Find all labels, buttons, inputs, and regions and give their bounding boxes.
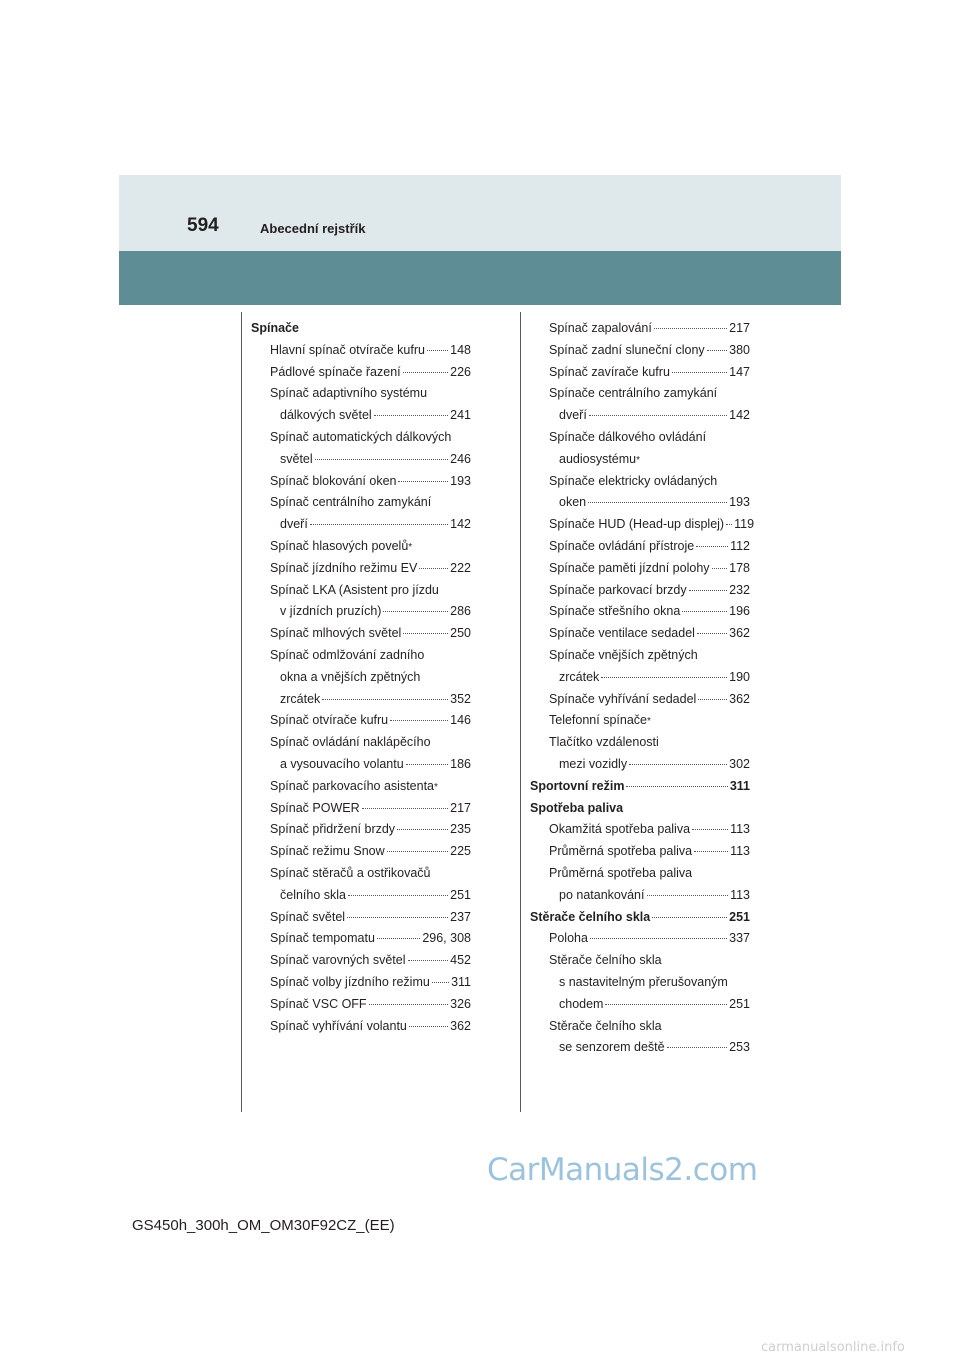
- page-reference: 251: [729, 996, 750, 1011]
- leader-dots: [590, 938, 727, 939]
- entry-term: a vysouvacího volantu: [280, 756, 404, 771]
- leader-dots: [408, 960, 449, 961]
- entry-term: Spínače ovládání přístroje: [549, 538, 695, 553]
- index-entry: [530, 994, 750, 1016]
- column-divider-center: [520, 312, 521, 1112]
- page-reference: 311: [729, 778, 750, 793]
- index-entry: [530, 950, 750, 972]
- entry-term: čelního skla: [280, 887, 347, 902]
- page-reference: 362: [450, 1018, 471, 1033]
- entry-term: audiosystému: [559, 451, 637, 466]
- entry-term: Poloha: [549, 931, 588, 946]
- leader-dots: [409, 1026, 448, 1027]
- entry-term: dveří: [559, 408, 587, 423]
- index-entry: [530, 580, 750, 602]
- entry-term: Stěrače čelního skla: [530, 909, 651, 924]
- watermark-text: CarManuals2.com: [487, 1152, 758, 1188]
- page-reference: 196: [729, 604, 750, 619]
- index-entry: [251, 863, 471, 885]
- page-reference: 226: [450, 364, 471, 379]
- page-reference: 380: [729, 342, 750, 357]
- page-reference: 142: [729, 408, 750, 423]
- entry-term: Spínač mlhových světel: [270, 626, 402, 641]
- entry-term: Spínače vnějších zpětných: [549, 647, 698, 662]
- leader-dots: [362, 808, 449, 809]
- leader-dots: [322, 699, 448, 700]
- entry-term: Stěrače čelního skla: [549, 953, 662, 968]
- index-entry: [530, 907, 750, 929]
- document-code: GS450h_300h_OM_OM30F92CZ_(EE): [132, 1217, 395, 1234]
- entry-term: Průměrná spotřeba paliva: [549, 865, 693, 880]
- index-entry: [251, 667, 471, 689]
- entry-term: Stěrače čelního skla: [549, 1018, 662, 1033]
- index-entry: [251, 623, 471, 645]
- index-entry: [530, 885, 750, 907]
- entry-term: v jízdních pruzích): [280, 604, 382, 619]
- page-reference: 232: [729, 582, 750, 597]
- page-reference: 251: [729, 909, 750, 924]
- index-entry: [530, 536, 750, 558]
- index-entry: [251, 405, 471, 427]
- page-reference: 296, 308: [422, 931, 471, 946]
- page-reference: 178: [729, 560, 750, 575]
- index-entry: [530, 558, 750, 580]
- entry-term: chodem: [559, 996, 604, 1011]
- page-reference: 337: [729, 931, 750, 946]
- index-entry: [251, 383, 471, 405]
- entry-term: Spínač varovných světel: [270, 953, 406, 968]
- index-entry: [530, 732, 750, 754]
- entry-term: Spínač přidržení brzdy: [270, 822, 396, 837]
- entry-term: Spínač zavírače kufru: [549, 364, 670, 379]
- index-entry: [251, 819, 471, 841]
- index-entry: [530, 776, 750, 798]
- section-title: Abecední rejstřík: [260, 221, 366, 236]
- leader-dots: [315, 459, 448, 460]
- index-entry: [530, 819, 750, 841]
- leader-dots: [383, 611, 448, 612]
- index-entry: [530, 689, 750, 711]
- entry-term: Spínače ventilace sedadel: [549, 626, 695, 641]
- column-divider-left: [241, 312, 242, 1112]
- entry-term: Okamžitá spotřeba paliva: [549, 822, 691, 837]
- index-column-left: [251, 318, 471, 1037]
- page-reference: 113: [730, 822, 750, 837]
- page-reference: 362: [729, 691, 750, 706]
- index-entry: [251, 449, 471, 471]
- entry-term: Spínače paměti jízdní polohy: [549, 560, 710, 575]
- page-reference: 251: [450, 887, 471, 902]
- entry-term: oken: [559, 495, 587, 510]
- entry-term: Spínače parkovací brzdy: [549, 582, 687, 597]
- index-entry: [530, 623, 750, 645]
- leader-dots: [403, 633, 448, 634]
- entry-term: zrcátek: [559, 669, 600, 684]
- page-reference: 311: [451, 974, 471, 989]
- index-entry: [530, 863, 750, 885]
- index-entry: [530, 1016, 750, 1038]
- page-reference: 246: [450, 451, 471, 466]
- leader-dots: [427, 350, 448, 351]
- entry-term: zrcátek: [280, 691, 321, 706]
- entry-term: Spínač stěračů a ostřikovačů: [270, 865, 431, 880]
- page-reference: 326: [450, 996, 471, 1011]
- index-entry: Spínač parkovacího asistenta *: [251, 776, 471, 798]
- page-reference: 148: [450, 342, 471, 357]
- leader-dots: [712, 568, 728, 569]
- index-entry: Telefonní spínače *: [530, 710, 750, 732]
- leader-dots: [692, 829, 728, 830]
- index-entry: [530, 427, 750, 449]
- entry-term: Spínač hlasových povelů: [270, 538, 409, 553]
- page-reference: 250: [450, 626, 471, 641]
- entry-term: Sportovní režim: [530, 778, 625, 793]
- index-entry: [251, 645, 471, 667]
- leader-dots: [626, 786, 727, 787]
- entry-term: Spínače centrálního zamykání: [549, 386, 718, 401]
- entry-term: Spínač zadní sluneční clony: [549, 342, 705, 357]
- leader-dots: [398, 481, 448, 482]
- index-entry: [530, 383, 750, 405]
- page-reference: 112: [730, 538, 750, 553]
- index-entry: [251, 492, 471, 514]
- index-entry: [251, 471, 471, 493]
- entry-term: Spínač tempomatu: [270, 931, 375, 946]
- entry-term: Spínač ovládání naklápěcího: [270, 735, 431, 750]
- page-reference: 235: [450, 822, 471, 837]
- entry-term: Spínače elektricky ovládaných: [549, 473, 718, 488]
- leader-dots: [419, 568, 448, 569]
- entry-term: Spínač parkovacího asistenta: [270, 778, 434, 793]
- page-reference: 237: [450, 909, 471, 924]
- index-entry: [251, 710, 471, 732]
- index-entry: [251, 427, 471, 449]
- leader-dots: [588, 502, 727, 503]
- index-entry: [251, 362, 471, 384]
- page-reference: 241: [450, 408, 471, 423]
- entry-term: Spínač adaptivního systému: [270, 386, 428, 401]
- page-reference: 362: [729, 626, 750, 641]
- page-reference: 302: [729, 756, 750, 771]
- index-entry: [530, 645, 750, 667]
- index-entry: [251, 340, 471, 362]
- page-reference: 452: [450, 953, 471, 968]
- index-entry: [251, 972, 471, 994]
- index-entry: [530, 405, 750, 427]
- index-entry: [251, 689, 471, 711]
- entry-term: dveří: [280, 517, 308, 532]
- page-reference: 119: [734, 517, 755, 532]
- leader-dots: [397, 829, 448, 830]
- index-entry: [530, 972, 750, 994]
- leader-dots: [654, 328, 727, 329]
- entry-term: Spínač LKA (Asistent pro jízdu: [270, 582, 439, 597]
- page-reference: 286: [450, 604, 471, 619]
- entry-term: s nastavitelným přerušovaným: [559, 974, 728, 989]
- index-entry: [251, 841, 471, 863]
- index-entry: [251, 601, 471, 623]
- header-band: [119, 175, 841, 251]
- entry-term: Spínače: [251, 321, 299, 335]
- entry-term: mezi vozidly: [559, 756, 628, 771]
- leader-dots: [390, 720, 448, 721]
- entry-term: Spínač odmlžování zadního: [270, 647, 425, 662]
- entry-term: se senzorem deště: [559, 1040, 665, 1055]
- leader-dots: [726, 524, 732, 525]
- leader-dots: [682, 611, 727, 612]
- page-reference: 147: [729, 364, 750, 379]
- header-bar: [119, 251, 841, 305]
- index-entry: [251, 907, 471, 929]
- leader-dots: [348, 895, 448, 896]
- page-reference: 225: [450, 844, 471, 859]
- index-entry: [530, 601, 750, 623]
- leader-dots: [406, 764, 448, 765]
- leader-dots: [369, 1004, 449, 1005]
- page-reference: 253: [729, 1040, 750, 1055]
- page-reference: 190: [729, 669, 750, 684]
- entry-term: Spínač volby jízdního režimu: [270, 974, 430, 989]
- entry-term: Spínač jízdního režimu EV: [270, 560, 418, 575]
- index-entry: Spínač hlasových povelů *: [251, 536, 471, 558]
- leader-dots: [667, 1047, 728, 1048]
- entry-term: Spínač režimu Snow: [270, 844, 385, 859]
- entry-term: Spínač blokování oken: [270, 473, 397, 488]
- leader-dots: [698, 699, 727, 700]
- page-reference: 142: [450, 517, 471, 532]
- page-reference: 217: [729, 321, 750, 335]
- index-entry: [251, 732, 471, 754]
- page-reference: 352: [450, 691, 471, 706]
- leader-dots: [374, 415, 448, 416]
- index-entry: [530, 754, 750, 776]
- entry-term: Spínač světel: [270, 909, 346, 924]
- page-reference: 113: [730, 887, 750, 902]
- index-column-right: [530, 318, 755, 1059]
- entry-term: světel: [280, 451, 313, 466]
- index-entry: [530, 471, 750, 493]
- leader-dots: [589, 415, 727, 416]
- index-entry: [530, 492, 750, 514]
- entry-term: Spínač automatických dálkových: [270, 429, 452, 444]
- index-entry: [251, 928, 471, 950]
- leader-dots: [310, 524, 448, 525]
- index-entry: [530, 667, 750, 689]
- page-reference: 217: [450, 800, 471, 815]
- watermark-url: carmanualsonline.info: [761, 1340, 905, 1355]
- index-entry: [251, 885, 471, 907]
- entry-term: Průměrná spotřeba paliva: [549, 844, 693, 859]
- index-entry: [251, 994, 471, 1016]
- index-entry: [251, 1016, 471, 1038]
- leader-dots: [652, 917, 727, 918]
- index-entry: [251, 754, 471, 776]
- entry-term: po natankování: [559, 887, 645, 902]
- index-entry: [530, 928, 750, 950]
- index-entry: [530, 798, 750, 820]
- entry-term: Spínač zapalování: [549, 321, 652, 335]
- leader-dots: [387, 851, 449, 852]
- leader-dots: [647, 895, 729, 896]
- index-entry: [530, 318, 750, 340]
- entry-term: dálkových světel: [280, 408, 372, 423]
- index-entry: [251, 580, 471, 602]
- index-entry: [530, 340, 750, 362]
- page-reference: 193: [450, 473, 471, 488]
- leader-dots: [629, 764, 727, 765]
- index-entry: [251, 514, 471, 536]
- entry-term: Telefonní spínače: [549, 713, 647, 728]
- page-reference: 222: [450, 560, 471, 575]
- leader-dots: [347, 917, 448, 918]
- entry-term: Spínač VSC OFF: [270, 996, 367, 1011]
- entry-term: Tlačítko vzdálenosti: [549, 735, 659, 750]
- entry-term: Spínače střešního okna: [549, 604, 681, 619]
- page-number: 594: [187, 215, 219, 236]
- index-entry: [251, 950, 471, 972]
- entry-term: Spínač centrálního zamykání: [270, 495, 432, 510]
- entry-term: Spínač POWER: [270, 800, 360, 815]
- index-entry: [530, 841, 750, 863]
- leader-dots: [672, 372, 727, 373]
- leader-dots: [694, 851, 728, 852]
- leader-dots: [601, 677, 727, 678]
- leader-dots: [377, 938, 420, 939]
- entry-term: Spínače vyhřívání sedadel: [549, 691, 697, 706]
- entry-term: Spínače dálkového ovládání: [549, 429, 707, 444]
- entry-term: okna a vnějších zpětných: [280, 669, 421, 684]
- index-entry: audiosystému *: [530, 449, 750, 471]
- index-entry: [530, 514, 755, 536]
- entry-term: Spínače HUD (Head-up displej): [549, 517, 725, 532]
- index-entry: [530, 1037, 750, 1059]
- watermark-logo: [487, 1152, 767, 1196]
- entry-term: Pádlové spínače řazení: [270, 364, 401, 379]
- leader-dots: [697, 633, 727, 634]
- entry-term: Spínač vyhřívání volantu: [270, 1018, 407, 1033]
- index-entry: [251, 558, 471, 580]
- page-reference: 193: [729, 495, 750, 510]
- leader-dots: [403, 372, 449, 373]
- page-reference: 146: [450, 713, 471, 728]
- page-reference: 186: [450, 756, 471, 771]
- entry-term: Hlavní spínač otvírače kufru: [270, 342, 425, 357]
- leader-dots: [696, 546, 728, 547]
- entry-term: Spotřeba paliva: [530, 800, 624, 815]
- leader-dots: [689, 590, 728, 591]
- index-entry: [251, 318, 471, 340]
- page-reference: 113: [730, 844, 750, 859]
- entry-term: Spínač otvírače kufru: [270, 713, 389, 728]
- leader-dots: [605, 1004, 727, 1005]
- leader-dots: [432, 982, 449, 983]
- index-entry: [251, 798, 471, 820]
- leader-dots: [707, 350, 727, 351]
- index-entry: [530, 362, 750, 384]
